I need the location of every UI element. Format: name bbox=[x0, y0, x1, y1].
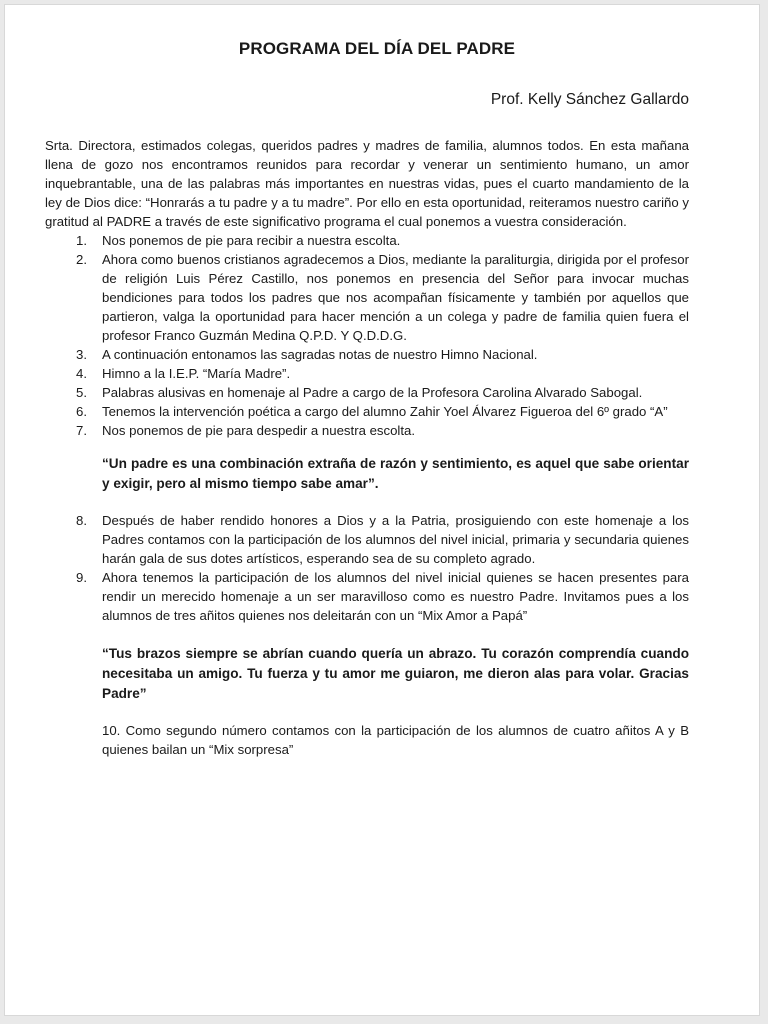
item-number: 2. bbox=[76, 252, 87, 267]
document-page bbox=[4, 4, 760, 1016]
item-number: 3. bbox=[76, 347, 87, 362]
program-item bbox=[45, 250, 689, 345]
item-text: Nos ponemos de pie para recibir a nuestra escolta. bbox=[102, 233, 401, 248]
intro-paragraph: Srta. Directora, estimados colegas, queridos padres y madres de familia, alumnos todos. En esta mañana llena de gozo nos encontramos reunidos para recordar y venerar un sentimiento humano, un amor inquebrantable, una de las palabras más importantes en nuestras vidas, pues el cuarto mandamiento de la ley de Dios dice: “Honrarás a tu padre y a tu madre”. Por ello en esta oportunidad, reiteramos nuestro cariño y gratitud al PADRE a través de este significativo programa el cual ponemos a vuestra consideración. bbox=[45, 138, 689, 229]
program-item bbox=[45, 511, 689, 568]
document-author: Prof. Kelly Sánchez Gallardo bbox=[490, 91, 689, 108]
document-body bbox=[45, 136, 689, 759]
program-item bbox=[45, 383, 689, 402]
program-item bbox=[45, 345, 689, 364]
item-text: Nos ponemos de pie para despedir a nuestra escolta. bbox=[102, 423, 416, 438]
item-number: 9. bbox=[76, 570, 87, 585]
item-text: Palabras alusivas en homenaje al Padre a cargo de la Profesora Carolina Alvarado Sabogal. bbox=[102, 385, 643, 400]
quote-2: “Tus brazos siempre se abrían cuando quería un abrazo. Tu corazón comprendía cuando necesitaba un amigo. Tu fuerza y tu amor me guiaron, me dieron alas para volar. Gracias Padre” bbox=[102, 646, 689, 701]
item-number: 6. bbox=[76, 404, 87, 419]
program-item-10: 10. Como segundo número contamos con la participación de los alumnos de cuatro añitos A y B quienes bailan un “Mix sorpresa” bbox=[102, 723, 689, 757]
document-title: PROGRAMA DEL DÍA DEL PADRE bbox=[238, 39, 516, 58]
item-number: 1. bbox=[76, 233, 87, 248]
quote-1: “Un padre es una combinación extraña de razón y sentimiento, es aquel que sabe orientar y exigir, pero al mismo tiempo sabe amar”. bbox=[102, 456, 689, 491]
item-number: 4. bbox=[76, 366, 87, 381]
item-text: Himno a la I.E.P. “María Madre”. bbox=[102, 366, 291, 381]
item-text: Tenemos la intervención poética a cargo del alumno Zahir Yoel Álvarez Figueroa del 6º grado “A” bbox=[102, 404, 668, 419]
item-number: 5. bbox=[76, 385, 87, 400]
item-text: Ahora como buenos cristianos agradecemos a Dios, mediante la paraliturgia, dirigida por el profesor de religión Luis Pérez Castillo, nos ponemos en presencia del Señor para invocar muchas bendiciones para todos los padres que nos acompañan físicamente y también por aquellos que partieron, valga la oportunidad para hacer mención a un colega y padre de familia quien fuera el profesor Franco Guzmán Medina Q.P.D. Y Q.D.D.G. bbox=[102, 252, 689, 343]
item-text: A continuación entonamos las sagradas notas de nuestro Himno Nacional. bbox=[102, 347, 538, 362]
item-text: Después de haber rendido honores a Dios y a la Patria, prosiguiendo con este homenaje a los Padres contamos con la participación de los alumnos del nivel inicial, primaria y secundaria quienes harán gala de sus dotes artísticos, esperando sea de su completo agrado. bbox=[102, 513, 689, 566]
item-text: Ahora tenemos la participación de los alumnos del nivel inicial quienes se hacen presentes para rendir un merecido homenaje a un ser maravilloso como es nuestro Padre. Invitamos pues a los alumnos de tres añitos quienes nos deleitarán con un “Mix Amor a Papá” bbox=[102, 570, 689, 623]
program-item bbox=[45, 364, 689, 383]
item-number: 7. bbox=[76, 423, 87, 438]
program-item bbox=[45, 568, 689, 625]
program-item bbox=[45, 421, 689, 440]
program-list-part2 bbox=[45, 511, 689, 625]
program-item bbox=[45, 231, 689, 250]
item-number: 8. bbox=[76, 513, 87, 528]
program-item bbox=[45, 402, 689, 421]
program-list-part1 bbox=[45, 231, 689, 440]
